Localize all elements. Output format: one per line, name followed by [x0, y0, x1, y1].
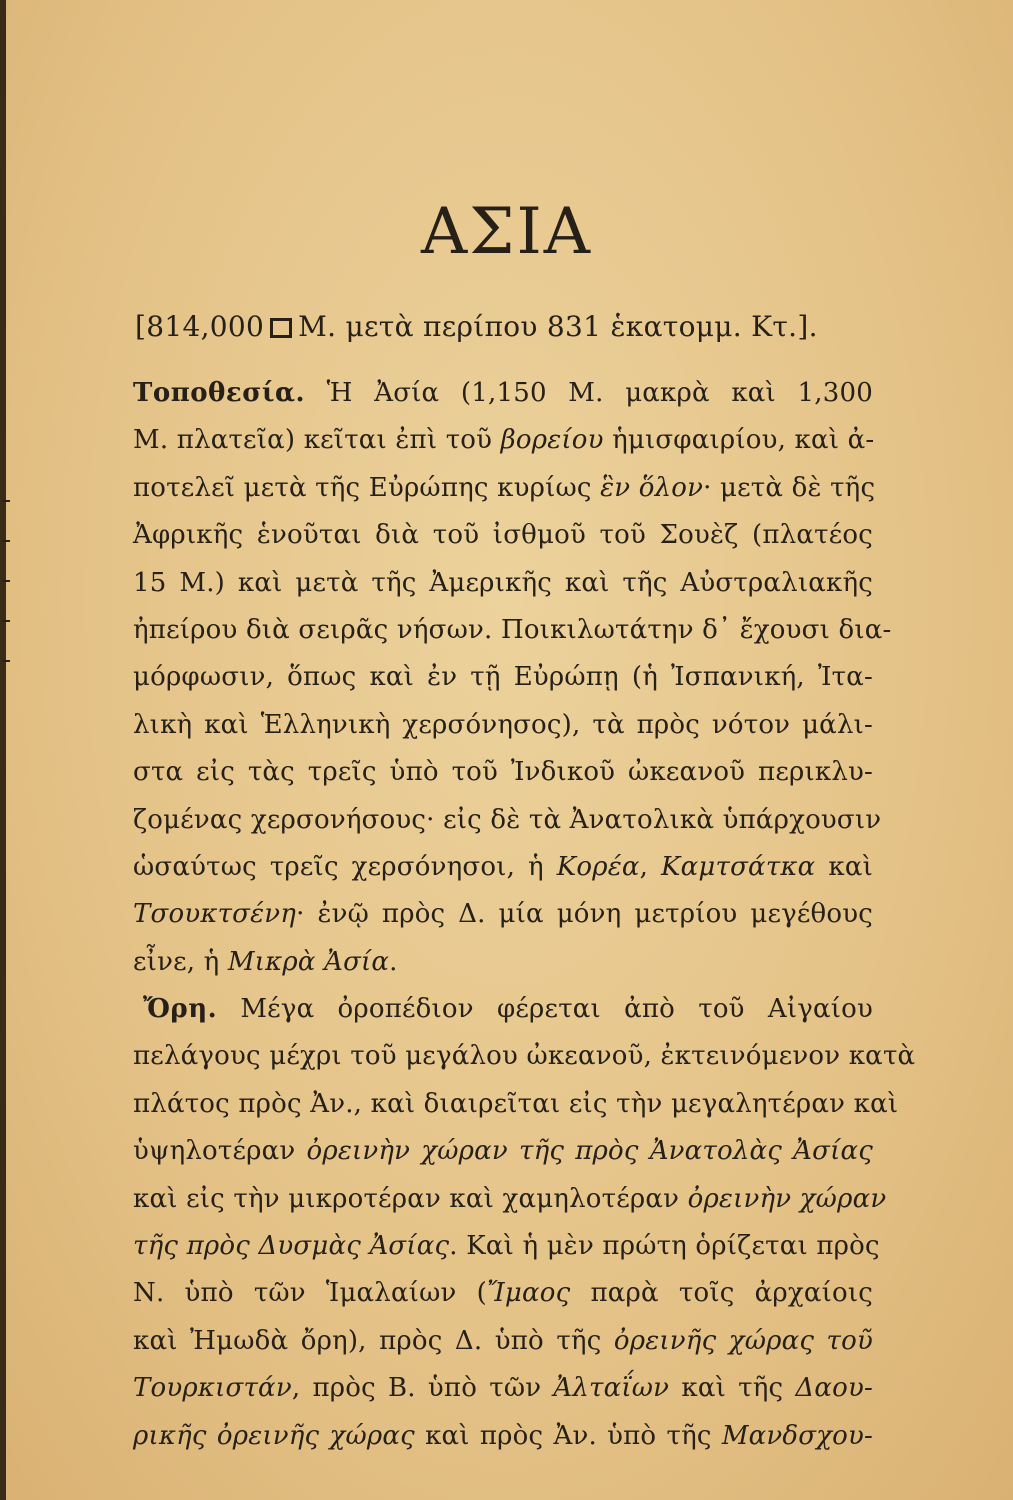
- italic-term: Ἀλταΐων: [553, 1373, 670, 1404]
- italic-term: ὀρεινὴν χώραν: [687, 1183, 887, 1214]
- area-population-note: [135, 310, 875, 343]
- text-run: ὑψηλοτέραν: [133, 1136, 307, 1167]
- text-line: [133, 417, 873, 464]
- text-line: [133, 749, 873, 796]
- text-line: [133, 1270, 873, 1317]
- text-line: [133, 844, 873, 891]
- text-line: [133, 1128, 873, 1175]
- text-line: [133, 607, 892, 654]
- text-run: ποτελεῖ μετὰ τῆς Εὐρώπης κυρίως: [133, 472, 601, 503]
- text-line: [133, 465, 876, 512]
- text-line: [133, 1413, 873, 1460]
- margin-marks: [0, 500, 12, 700]
- text-line: [133, 512, 873, 559]
- text-run: λικὴ καὶ Ἑλληνικὴ χερσόνησος), τὰ πρὸς νότον μάλι-: [133, 709, 873, 740]
- area-value: [814,000: [135, 310, 265, 343]
- text-run: παρὰ τοῖς ἀρχαίοις: [570, 1278, 873, 1309]
- text-run: καὶ εἰς τὴν μικροτέραν καὶ χαμηλοτέραν: [133, 1183, 688, 1214]
- italic-term: Ἴμαος: [487, 1278, 571, 1309]
- text-run: καὶ πρὸς Ἀν. ὑπὸ τῆς: [414, 1420, 722, 1451]
- body-text: [133, 370, 916, 1460]
- text-line: [133, 370, 873, 417]
- text-run: Ἡ Ἀσία (1,150 Μ. μακρὰ καὶ 1,300: [305, 378, 873, 408]
- italic-term: ἓν ὅλον: [600, 472, 704, 503]
- text-run: ἡμισφαιρίου, καὶ ἀ-: [603, 425, 875, 456]
- text-line: [133, 1176, 887, 1223]
- text-line: [133, 1223, 880, 1270]
- italic-term: βορείου: [500, 425, 604, 456]
- text-run: Μ. πλατεῖα) κεῖται ἐπὶ τοῦ: [133, 425, 501, 456]
- text-run: Ν. ὑπὸ τῶν Ἱμαλαίων (: [133, 1278, 488, 1309]
- text-line: [133, 797, 882, 844]
- italic-term: Καμτσάτκα: [661, 851, 816, 882]
- text-run: .: [389, 946, 398, 977]
- text-run: μόρφωσιν, ὅπως καὶ ἐν τῇ Εὐρώπῃ (ἡ Ἰσπανική, Ἰτα-: [133, 662, 873, 693]
- text-run: ὡσαύτως τρεῖς χερσόνησοι, ἡ: [133, 851, 557, 882]
- italic-term: Μικρὰ Ἀσία: [227, 946, 390, 977]
- text-line: [133, 986, 873, 1033]
- text-line: [133, 654, 873, 701]
- italic-term: Τουρκιστάν: [133, 1373, 292, 1404]
- text-run: ,: [639, 851, 662, 882]
- text-run: πελάγους μέχρι τοῦ μεγάλου ὠκεανοῦ, ἐκτεινόμενον κατὰ: [133, 1041, 916, 1072]
- area-population-text: Μ. μετὰ περίπου 831 ἑκατομμ. Κτ.].: [298, 310, 818, 343]
- page-title: ΑΣΙΑ: [421, 195, 592, 269]
- text-run: 15 Μ.) καὶ μετὰ τῆς Ἀμερικῆς καὶ τῆς Αὐστραλιακῆς: [133, 567, 873, 598]
- text-line: [133, 939, 873, 986]
- text-run: στα εἰς τὰς τρεῖς ὑπὸ τοῦ Ἰνδικοῦ ὠκεανοῦ περικλυ-: [133, 757, 873, 788]
- square-icon: [270, 318, 292, 338]
- section-heading: Ὄρη.: [143, 994, 218, 1025]
- text-run: καὶ τῆς: [669, 1373, 796, 1404]
- text-run: Μέγα ὀροπέδιον φέρεται ἀπὸ τοῦ Αἰγαίου: [217, 994, 873, 1025]
- text-line: [133, 1318, 873, 1365]
- text-run: · ἐνῷ πρὸς Δ. μία μόνη μετρίου μεγέθους: [296, 899, 873, 930]
- text-run: ἠπείρου διὰ σειρᾶς νήσων. Ποικιλωτάτην δ᾽ ἔχουσι δια-: [133, 614, 892, 645]
- italic-term: ὀρεινῆς χώρας τοῦ: [613, 1325, 873, 1356]
- italic-term: Κορέα: [556, 851, 640, 882]
- text-run: καὶ Ἠμωδὰ ὄρη), πρὸς Δ. ὑπὸ τῆς: [133, 1325, 614, 1356]
- italic-term: Μανδσχου-: [721, 1420, 873, 1451]
- text-line: [133, 1081, 899, 1128]
- text-run: καὶ: [815, 851, 873, 882]
- text-line: [133, 702, 873, 749]
- italic-term: ρικῆς ὀρεινῆς χώρας: [133, 1420, 415, 1451]
- text-line: [133, 1033, 916, 1080]
- text-run: · μετὰ δὲ τῆς: [703, 472, 876, 503]
- text-line: [133, 891, 873, 938]
- italic-term: ὀρεινὴν χώραν τῆς πρὸς Ἀνατολὰς Ἀσίας: [306, 1136, 874, 1167]
- text-run: ζομένας χερσονήσους· εἰς δὲ τὰ Ἀνατολικὰ ὑπάρχουσιν: [133, 804, 882, 835]
- text-line: [133, 560, 873, 607]
- text-run: Ἀφρικῆς ἑνοῦται διὰ τοῦ ἰσθμοῦ τοῦ Σουὲζ (πλατέος: [133, 520, 873, 551]
- section-heading: Τοποθεσία.: [133, 378, 306, 408]
- text-line: [133, 1365, 873, 1412]
- italic-term: Τσουκτσένη: [133, 899, 297, 930]
- text-run: πλάτος πρὸς Ἀν., καὶ διαιρεῖται εἰς τὴν μεγαλητέραν καὶ: [133, 1088, 899, 1119]
- text-run: εἶνε, ἡ: [133, 946, 228, 977]
- text-run: . Καὶ ἡ μὲν πρώτη ὁρίζεται πρὸς: [449, 1231, 880, 1262]
- text-run: , πρὸς Β. ὑπὸ τῶν: [291, 1373, 554, 1404]
- italic-term: Δαου-: [795, 1373, 873, 1404]
- italic-term: τῆς πρὸς Δυσμὰς Ἀσίας: [133, 1231, 450, 1262]
